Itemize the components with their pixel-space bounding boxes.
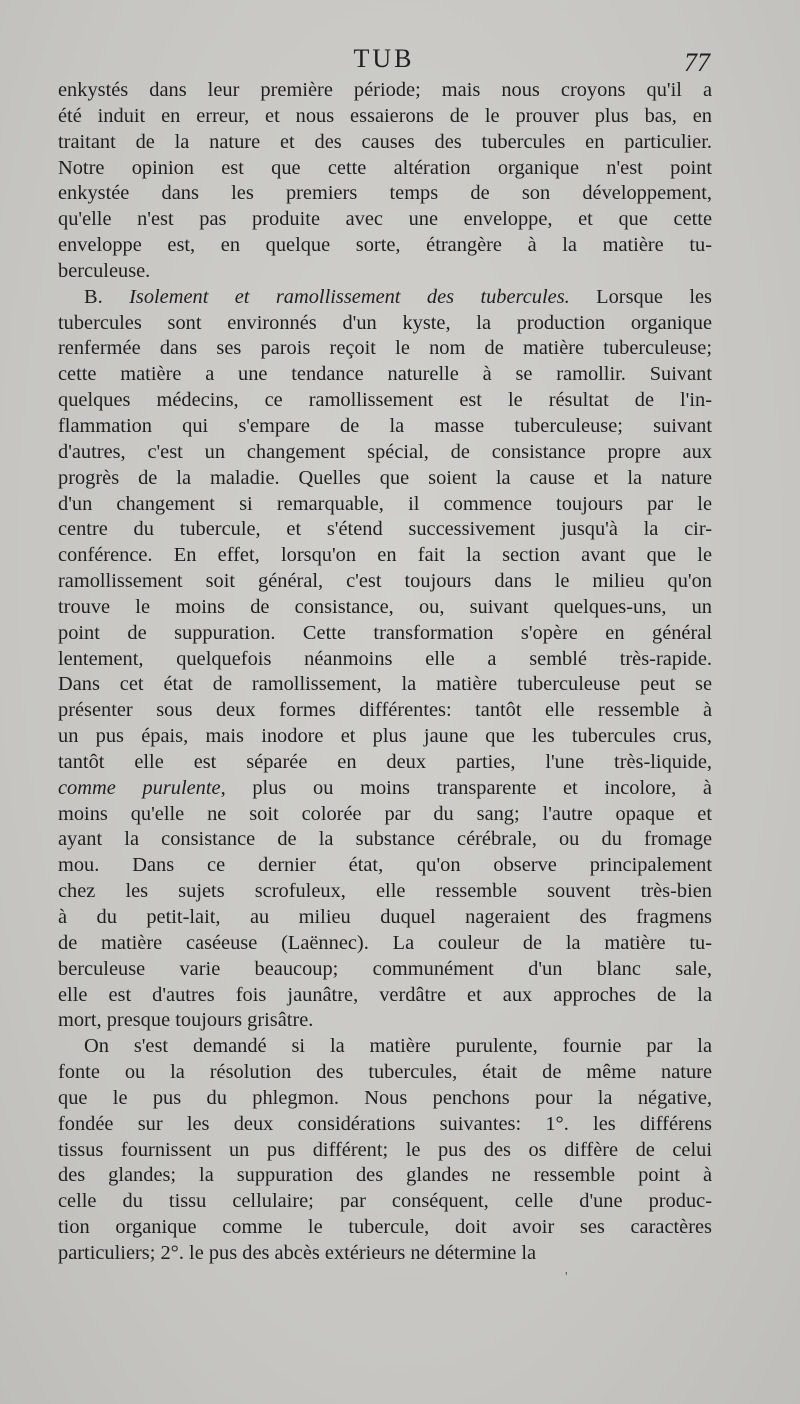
- text-line: cette matière a une tendance naturelle à se ramollir. Suivant: [58, 363, 712, 386]
- text-line: elle est d'autres fois jaunâtre, verdâtre et aux approches de la: [58, 983, 712, 1006]
- text-line: chez les sujets scrofuleux, elle ressemble souvent très-bien: [58, 880, 712, 903]
- page-header: [58, 44, 710, 78]
- text-line: d'autres, c'est un changement spécial, de consistance propre aux: [58, 440, 712, 463]
- text-line: ramollissement soit général, c'est toujours dans le milieu qu'on: [58, 570, 712, 593]
- text-line: ayant la consistance de la substance cérébrale, ou du fromage: [58, 828, 712, 851]
- text-line: que le pus du phlegmon. Nous penchons pour la négative,: [58, 1086, 712, 1109]
- text-line: fonte ou la résolution des tubercules, était de même nature: [58, 1061, 712, 1084]
- text-line: centre du tubercule, et s'étend successivement jusqu'à la cir-: [58, 518, 712, 541]
- text-line: tubercules sont environnés d'un kyste, la production organique: [58, 311, 712, 334]
- text-line: comme purulente, plus ou moins transparente et incolore, à: [58, 776, 712, 799]
- text-line: présenter sous deux formes différentes: tantôt elle ressemble à: [58, 699, 712, 722]
- text-line: berculeuse.: [58, 259, 151, 282]
- text-line: On s'est demandé si la matière purulente, fournie par la: [84, 1035, 712, 1058]
- text-line: qu'elle n'est pas produite avec une enveloppe, et que cette: [58, 208, 712, 231]
- text-line: à du petit-lait, au milieu duquel nageraient des fragmens: [58, 906, 712, 928]
- text-line: tantôt elle est séparée en deux parties, l'une très-liquide,: [58, 750, 712, 773]
- text-line: moins qu'elle ne soit colorée par du sang; l'autre opaque et: [58, 802, 712, 825]
- text-line: tissus fournissent un pus différent; le pus des os diffère de celui: [58, 1138, 712, 1161]
- text-line: quelques médecins, ce ramollissement est le résultat de l'in-: [58, 389, 712, 412]
- text-line: d'un changement si remarquable, il commence toujours par le: [58, 492, 712, 515]
- text-line: mou. Dans ce dernier état, qu'on observe principalement: [58, 854, 712, 877]
- stray-mark: ': [565, 1270, 568, 1285]
- text-line: point de suppuration. Cette transformation s'opère en général: [58, 621, 712, 644]
- text-line: Dans cet état de ramollissement, la matière tuberculeuse peut se: [58, 673, 712, 696]
- body-text: [58, 78, 712, 1267]
- italic-phrase: comme purulente: [58, 776, 221, 799]
- text-line: été induit en erreur, et nous essaierons de le prouver plus bas, en: [58, 104, 712, 127]
- text-line: tion organique comme le tubercule, doit avoir ses caractères: [58, 1216, 712, 1239]
- text-line: fondée sur les deux considérations suivantes: 1°. les différens: [58, 1112, 712, 1135]
- text-line: un pus épais, mais inodore et plus jaune que les tubercules crus,: [58, 725, 712, 748]
- text-line: mort, presque toujours grisâtre.: [58, 1009, 314, 1032]
- text-line: traitant de la nature et des causes des tubercules en particulier.: [58, 130, 712, 153]
- text-line: progrès de la maladie. Quelles que soient la cause et la nature: [58, 466, 712, 489]
- text-line: enkystés dans leur première période; mais nous croyons qu'il a: [58, 79, 712, 101]
- page-number: 77: [684, 48, 710, 77]
- text-line: celle du tissu cellulaire; par conséquent, celle d'une produc-: [58, 1190, 712, 1213]
- text-line: renfermée dans ses parois reçoit le nom de matière tuberculeuse;: [58, 337, 712, 360]
- text-line: lentement, quelquefois néanmoins elle a semblé très-rapide.: [58, 647, 712, 670]
- text-line: enveloppe est, en quelque sorte, étrangère à la matière tu-: [58, 234, 712, 257]
- text-line: enkystée dans les premiers temps de son développement,: [58, 182, 712, 205]
- text-line: particuliers; 2°. le pus des abcès extérieurs ne détermine la: [58, 1241, 537, 1264]
- text-line: Notre opinion est que cette altération organique n'est point: [58, 156, 712, 179]
- text-line: flammation qui s'empare de la masse tuberculeuse; suivant: [58, 414, 712, 437]
- text-line: de matière caséeuse (Laënnec). La couleur de la matière tu-: [58, 931, 712, 954]
- italic-phrase: Isolement et ramollissement des tubercules.: [129, 285, 570, 308]
- running-head: TUB: [353, 44, 415, 73]
- text-line: trouve le moins de consistance, ou, suivant quelques-uns, un: [58, 595, 712, 618]
- text-line: B. Isolement et ramollissement des tubercules. Lorsque les: [84, 285, 712, 308]
- text-line: des glandes; la suppuration des glandes ne ressemble point à: [58, 1164, 712, 1187]
- text-line: berculeuse varie beaucoup; communément d'un blanc sale,: [58, 957, 712, 980]
- text-line: conférence. En effet, lorsqu'on en fait la section avant que le: [58, 544, 712, 567]
